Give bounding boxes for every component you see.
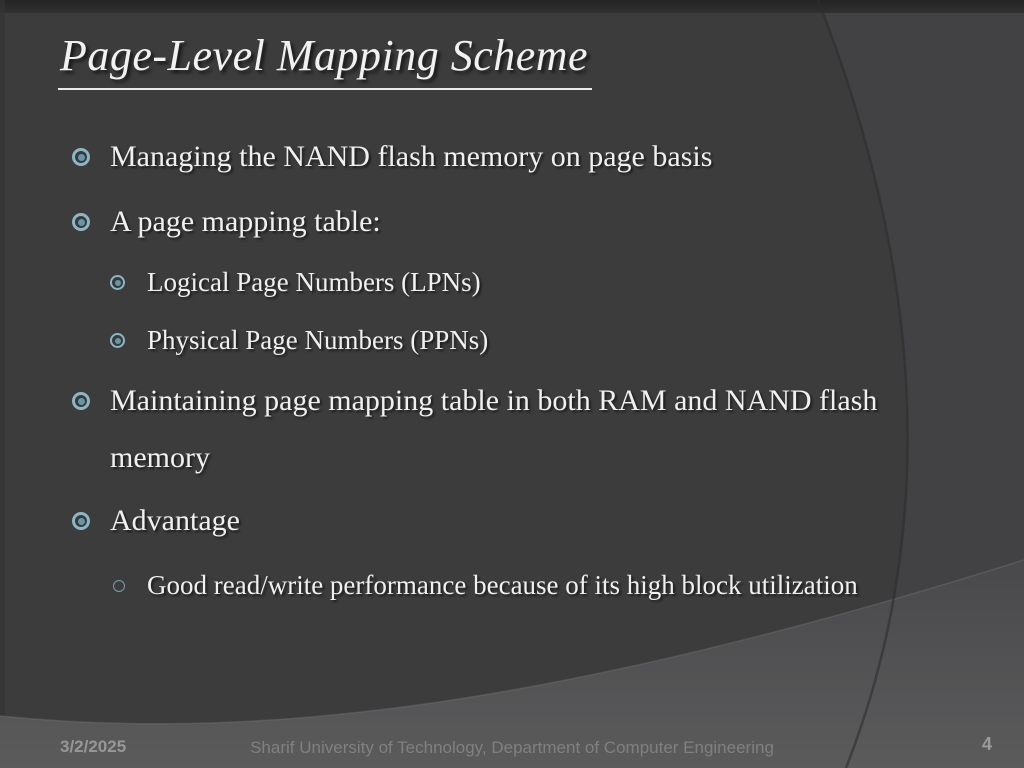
bullet-item [72, 203, 381, 241]
footer-page-number: 4 [981, 734, 992, 754]
bullet-item [72, 502, 240, 540]
bullet-text: A page mapping table: [110, 205, 381, 238]
sub-bullet-item [110, 322, 488, 358]
left-edge-strip [0, 0, 5, 768]
bullet-item [72, 138, 712, 176]
bullet-target-icon [72, 512, 90, 530]
bullet-text: Physical Page Numbers (PPNs) [147, 325, 489, 355]
bullet-item [72, 372, 980, 486]
bullet-target-icon [110, 333, 125, 348]
slide-title: Page-Level Mapping Scheme [58, 30, 592, 90]
bullet-dot [78, 398, 85, 405]
bullet-text: Good read/write performance because of its high block utilization [147, 570, 858, 600]
bullet-text: Logical Page Numbers (LPNs) [147, 267, 481, 297]
bullet-target-icon [72, 213, 90, 231]
bullet-dot [115, 338, 121, 344]
bullet-dot [78, 154, 85, 161]
footer-date: 3/2/2025 [60, 737, 127, 756]
bullet-target-icon [110, 275, 125, 290]
sub-bullet-item [113, 567, 858, 603]
bullet-text: Managing the NAND flash memory on page basis [110, 140, 713, 173]
bullet-target-icon [72, 148, 90, 166]
bullet-dot [78, 219, 85, 226]
bullet-text: Maintaining page mapping table in both RAM and NAND flash memory [110, 384, 878, 474]
bullet-text: Advantage [110, 504, 240, 537]
bullet-dot [115, 280, 121, 286]
bullet-dot [78, 518, 85, 525]
bullet-circle-icon [113, 580, 125, 592]
top-edge-strip [0, 0, 1024, 13]
bullet-target-icon [72, 392, 90, 410]
footer-organization: Sharif University of Technology, Department of Computer Engineering [250, 738, 774, 757]
sub-bullet-item [110, 264, 481, 300]
